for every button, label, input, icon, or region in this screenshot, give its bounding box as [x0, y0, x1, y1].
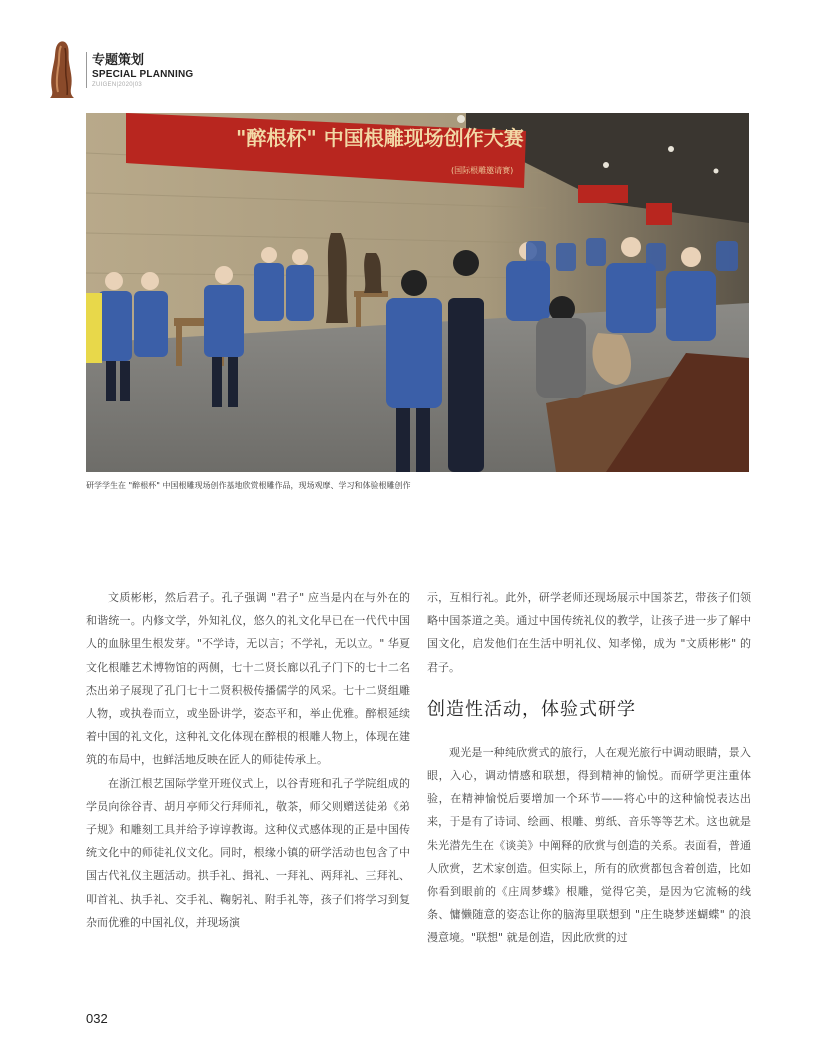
root-carving-logo-icon [48, 40, 78, 100]
paragraph: 观光是一种纯欣赏式的旅行，人在观光旅行中调动眼睛，景入眼，入心，调动情感和联想，得到精神的愉悦。而研学更注重体验，在精神愉悦后要增加一个环节——将心中的这种愉悦表达出来，于是有了诗词、绘画、根雕、剪纸、音乐等等艺术。这也就是朱光潜先生在《谈美》中阐释的欣赏与创造的关系。表面看，普通人欣赏，艺术家创造。但实际上，所有的欣赏都包含着创造，比如你看到眼前的《庄周梦蝶》根雕，觉得它美，是因为它流畅的线条、慵懒随意的姿态让你的脑海里联想到 "庄生晓梦迷蝴蝶" 的浪漫意境。"联想" 就是创造，因此欣赏的过 [427, 745, 751, 945]
section-title-cn: 专题策划 [92, 53, 145, 68]
banner-sub-text: (国际根雕邀请赛) [451, 166, 514, 175]
paragraph: 在浙江根艺国际学堂开班仪式上，以谷青班和孔子学院组成的学员向徐谷青、胡月亭师父行拜师礼，敬茶，师父则赠送徒弟《弟子规》和雕刻工具并给予谆谆教诲。这种仪式感体现的正是中国传统文化中的师徒礼仪文化。同时，根缘小镇的研学活动也包含了中国古代礼仪主题活动。拱手礼、揖礼、一拜礼、两拜礼、三拜礼、叩首礼、执手礼、交手礼、鞠躬礼、附手礼等，孩子们将学习到复杂而优雅的中国礼仪，并现场演 [86, 776, 410, 929]
section-title-en: SPECIAL PLANNING [92, 69, 194, 80]
issue-label: ZUIGEN|2020|03 [92, 82, 143, 88]
exhibition-photo [86, 113, 749, 472]
banner-main-text: "醉根杯" 中国根雕现场创作大赛 [236, 126, 524, 150]
header-divider [86, 52, 87, 88]
photo-caption: 研学学生在 "醉根杯" 中国根雕现场创作基地欣赏根雕作品，现场观摩、学习和体验根雕创作 [86, 481, 411, 490]
article-left-column [86, 586, 410, 934]
section-header [92, 53, 193, 90]
page-number: 032 [86, 1011, 108, 1026]
article-right-column [427, 586, 751, 950]
paragraph: 文质彬彬，然后君子。孔子强调 "君子" 应当是内在与外在的和谐统一。内修文学，外知礼仪，悠久的礼文化早已在一代代中国人的血脉里生根发芽。"不学诗，无以言；不学礼，无以立。" 华夏文化根雕艺术博物馆的两侧，七十二贤长廊以孔子门下的七十二名杰出弟子展现了孔门七十二贤积极传播儒学的风采。七十二贤组雕人物，或执卷而立，或坐卧讲学，姿态平和，举止优雅。醉根延续着中国的礼文化，这种礼文化体现在醉根的根雕人物上，体现在建筑的布局中，也鲜活地反映在匠人的师徒传承上。 [86, 591, 410, 767]
section-heading: 创造性活动，体验式研学 [427, 698, 636, 720]
paragraph: 示，互相行礼。此外，研学老师还现场展示中国茶艺，带孩子们领略中国茶道之美。通过中国传统礼仪的教学，让孩子进一步了解中国文化，启发他们在生活中明礼仪、知孝悌，成为 "文质彬彬" 的君子。 [427, 591, 751, 674]
